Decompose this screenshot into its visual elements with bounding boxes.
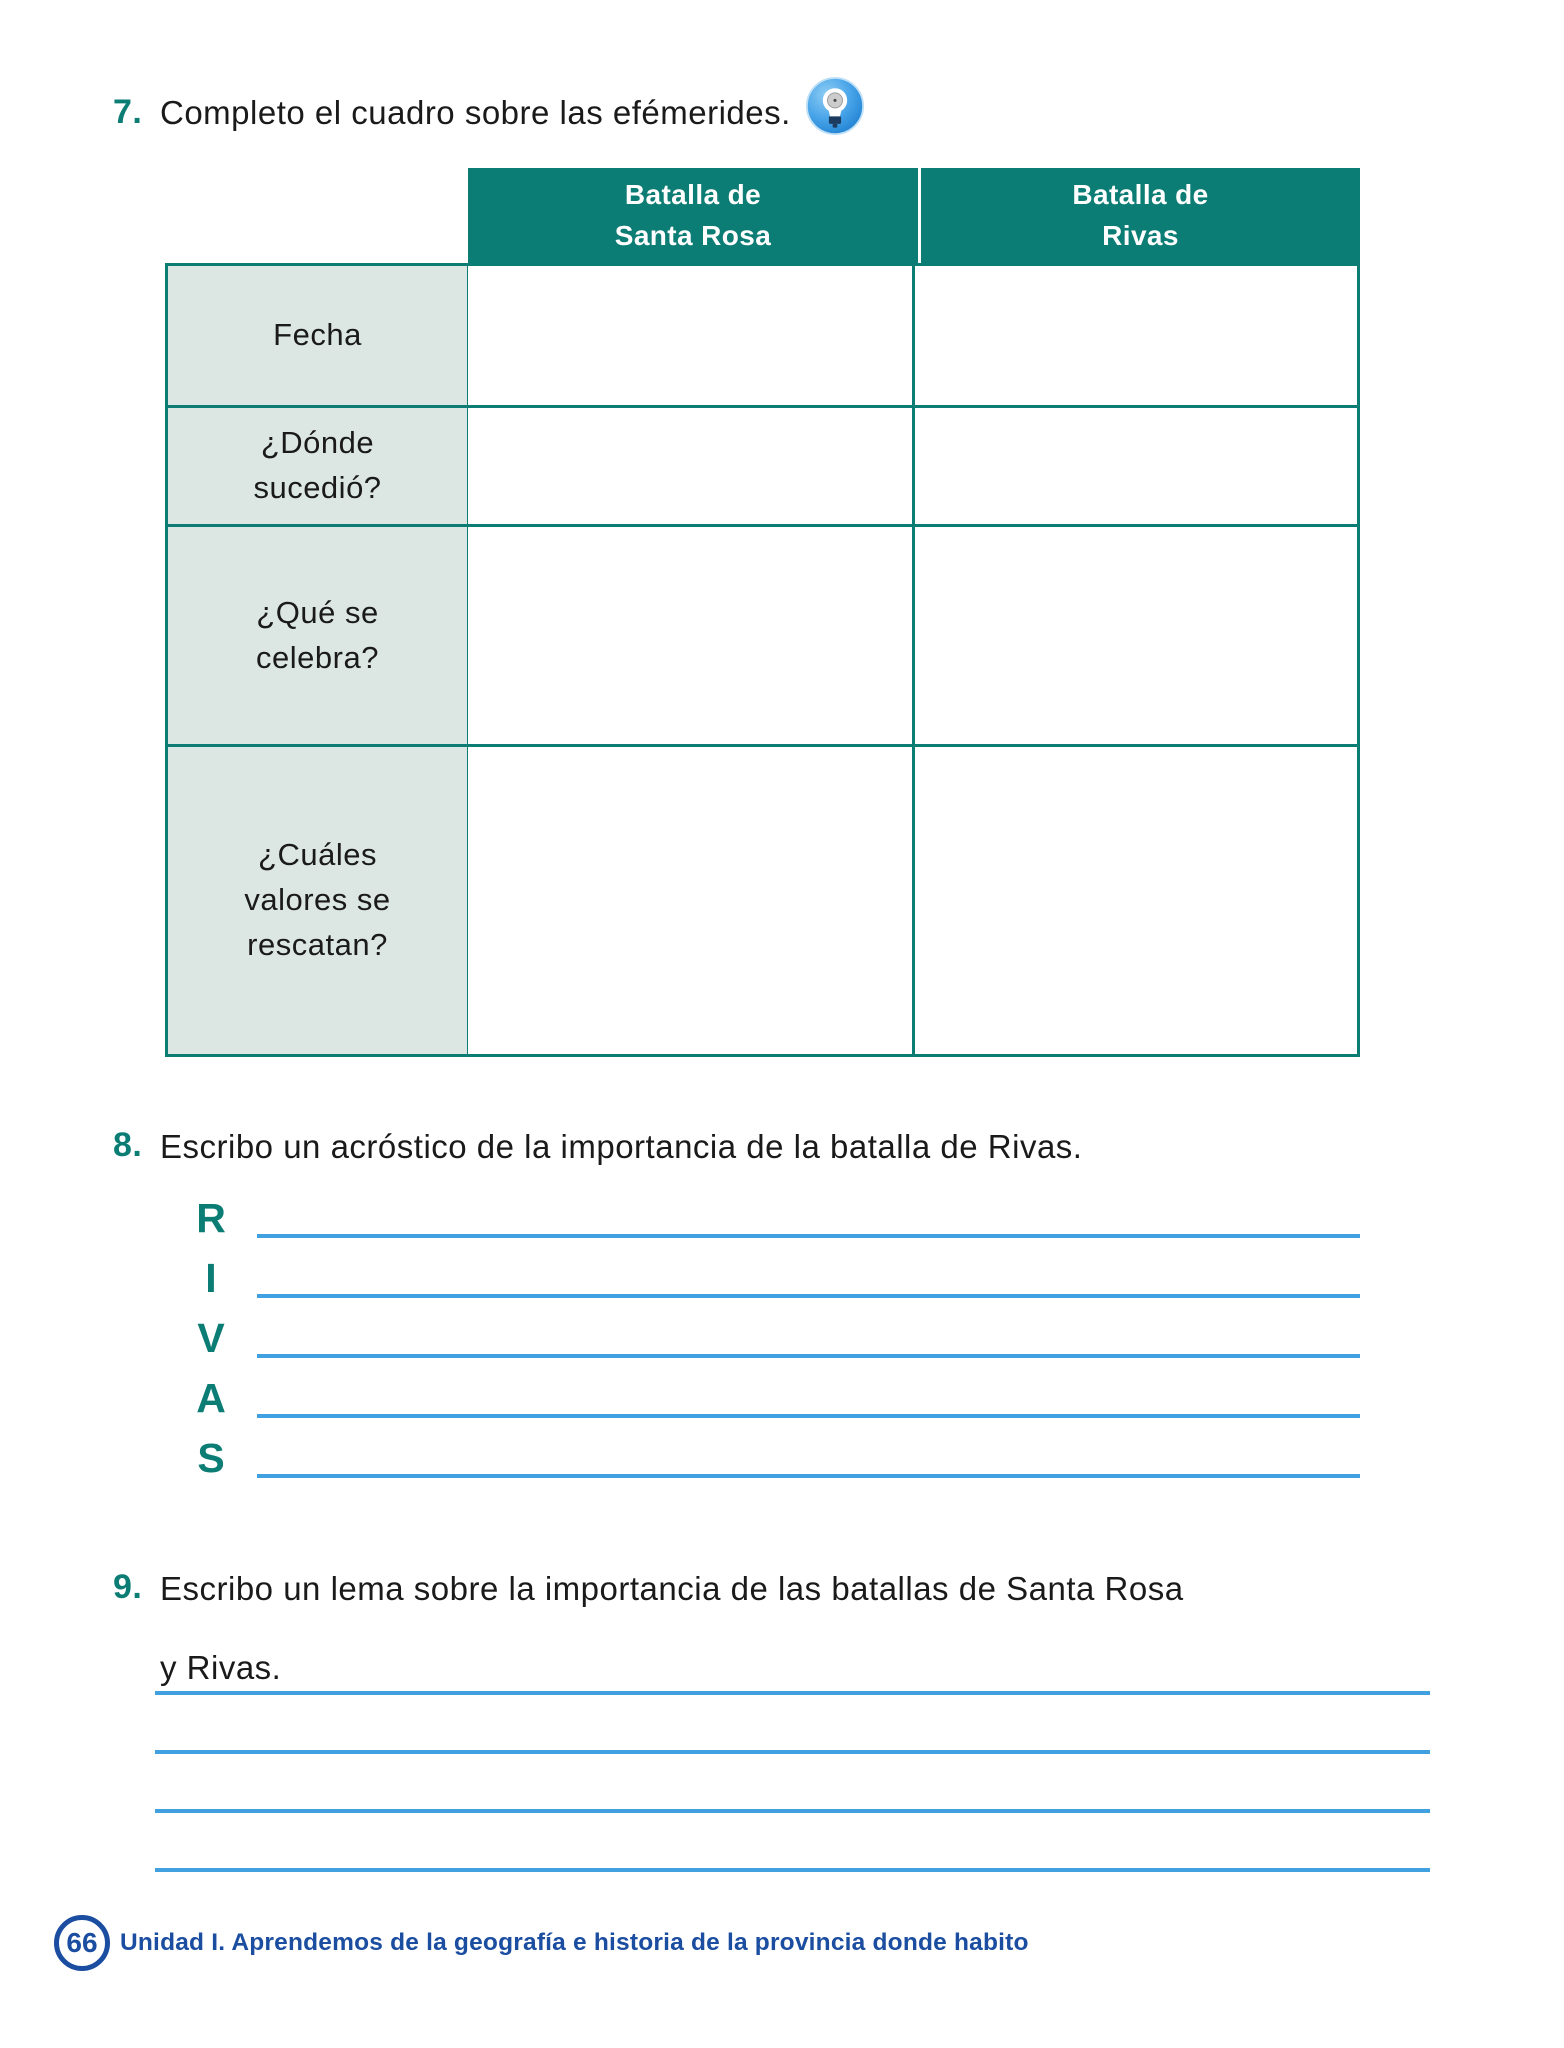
question-8: [113, 1126, 1513, 1167]
acrostic-rivas: [165, 1180, 1360, 1480]
row-header-line: valores se: [244, 882, 391, 918]
question-9-prompt-line-1: Escribo un lema sobre la importancia de las batallas de Santa Rosa: [160, 1570, 1184, 1607]
row-header-column: [165, 263, 470, 1057]
acrostic-letter-s: S: [197, 1435, 225, 1481]
acrostic-row: [165, 1180, 1360, 1240]
acrostic-letter-r: R: [196, 1195, 226, 1241]
page-number: 66: [66, 1927, 98, 1958]
table-answer-grid: [468, 263, 1360, 1057]
cell-celebra-rivas[interactable]: [915, 527, 1357, 747]
cell-donde-rivas[interactable]: [915, 408, 1357, 527]
row-header-donde-sucedio: [168, 408, 467, 527]
column-header-santa-rosa: [468, 168, 918, 263]
row-header-line: celebra?: [256, 639, 379, 675]
acrostic-answer-line-5[interactable]: [257, 1474, 1360, 1478]
lema-answer-area: [155, 1691, 1430, 1927]
lema-answer-line-1[interactable]: [155, 1691, 1430, 1695]
acrostic-row: [165, 1360, 1360, 1420]
acrostic-row: [165, 1240, 1360, 1300]
cell-donde-santa-rosa[interactable]: [468, 408, 915, 527]
row-header-line: sucedió?: [253, 470, 382, 505]
column-header-line: Batalla de: [1072, 178, 1209, 210]
acrostic-letter-v: V: [197, 1315, 225, 1361]
table-header-row: [468, 168, 1360, 263]
question-9-prompt-line-2: y Rivas.: [160, 1649, 282, 1687]
lema-answer-line-2[interactable]: [155, 1750, 1430, 1754]
row-header-line: ¿Cuáles: [258, 837, 377, 873]
efemerides-table: [165, 168, 1360, 1057]
row-header-line: rescatan?: [247, 926, 388, 962]
cell-valores-rivas[interactable]: [915, 747, 1357, 1054]
cell-fecha-rivas[interactable]: [915, 266, 1357, 408]
lema-answer-line-4[interactable]: [155, 1868, 1430, 1872]
question-7-number: 7.: [113, 93, 143, 131]
question-8-number: 8.: [113, 1126, 143, 1164]
cell-fecha-santa-rosa[interactable]: [468, 266, 915, 408]
page-number-badge: [54, 1915, 110, 1971]
acrostic-answer-line-3[interactable]: [257, 1354, 1360, 1358]
acrostic-answer-line-4[interactable]: [257, 1414, 1360, 1418]
acrostic-letter-a: A: [196, 1375, 226, 1421]
acrostic-answer-line-2[interactable]: [257, 1294, 1360, 1298]
unit-footer-text: Unidad I. Aprendemos de la geografía e historia de la provincia donde habito: [120, 1929, 1029, 1956]
lema-answer-line-3[interactable]: [155, 1809, 1430, 1813]
column-header-line: Santa Rosa: [614, 219, 772, 251]
acrostic-answer-line-1[interactable]: [257, 1234, 1360, 1238]
cell-valores-santa-rosa[interactable]: [468, 747, 915, 1054]
lightbulb-icon: [805, 76, 865, 141]
row-header-que-se-celebra: [168, 527, 467, 747]
column-header-line: Batalla de: [624, 178, 762, 210]
row-header-cuales-valores: [168, 747, 467, 1054]
column-header-rivas: [918, 168, 1360, 263]
acrostic-row: [165, 1300, 1360, 1360]
question-9: [113, 1568, 1533, 1689]
acrostic-letter-i: I: [205, 1255, 217, 1301]
question-9-number: 9.: [113, 1568, 143, 1606]
column-header-line: Rivas: [1102, 219, 1179, 251]
acrostic-row: [165, 1420, 1360, 1480]
row-header-line: ¿Qué se: [256, 594, 379, 630]
question-7: [113, 80, 1513, 145]
question-9-prompt: [160, 1568, 1184, 1689]
row-header-fecha: [168, 266, 467, 408]
row-header-line: ¿Dónde: [260, 425, 375, 461]
question-8-prompt: Escribo un acróstico de la importancia de la batalla de Rivas.: [160, 1128, 1083, 1165]
question-7-prompt: Completo el cuadro sobre las efémerides.: [160, 93, 791, 131]
row-header-line: Fecha: [273, 317, 362, 353]
cell-celebra-santa-rosa[interactable]: [468, 527, 915, 747]
